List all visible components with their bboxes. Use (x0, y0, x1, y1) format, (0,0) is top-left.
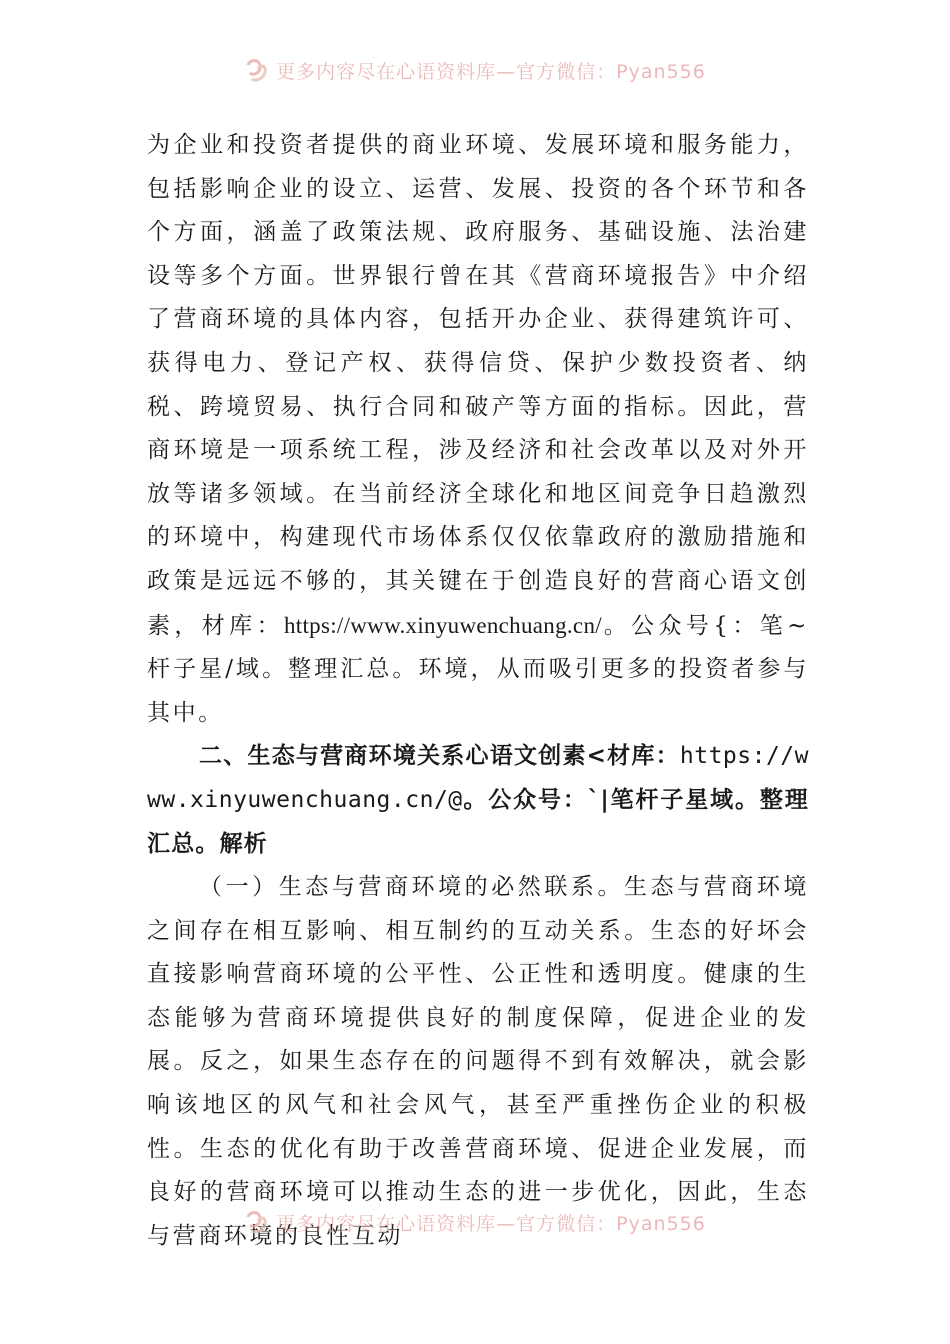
watermark-text: 更多内容尽在心语资料库—官方微信：Pyan556 (276, 1212, 706, 1235)
watermark-footer (0, 1202, 950, 1242)
section-heading-url: https://www.xinyuwenchuang.cn/@ (147, 743, 809, 813)
paragraph-1-url: https://www.xinyuwenchuang.cn/ (283, 612, 602, 638)
paragraph-1: 为企业和投资者提供的商业环境、发展环境和服务能力，包括影响企业的设立、运营、发展、投资的各个环节和各个方面，涵盖了政策法规、政府服务、基础设施、法治建设等多个方面。世界银行曾在其《营商环境报告》中介绍了营商环境的具体内容，包括开办企业、获得建筑许可、获得电力、登记产权、获得信贷、保护少数投资者、纳税、跨境贸易、执行合同和破产等方面的指标。因此，营商环境是一项系统工程，涉及经济和社会改革以及对外开放等诸多领域。在当前经济全球化和地区间竞争日趋激烈的环境中，构建现代市场体系仅仅依靠政府的激励措施和政策是远远不够的，其关键在于创造良好的营商心语文创素，材库：https://www.xinyuwenchuang.cn/。公众号{：笔~杆子星/域。整理汇总。环境，从而吸引更多的投资者参与其中。 (147, 132, 809, 726)
logo-icon (244, 57, 270, 83)
paragraph-3: （一）生态与营商环境的必然联系。生态与营商环境之间存在相互影响、相互制约的互动关系。生态的好坏会直接影响营商环境的公平性、公正性和透明度。健康的生态能够为营商环境提供良好的制度保障，促进企业的发展。反之，如果生态存在的问题得不到有效解决，就会影响该地区的风气和社会风气，甚至严重挫伤企业的积极性。生态的优化有助于改善营商环境、促进企业发展，而良好的营商环境可以推动生态的进一步优化，因此，生态与营商环境的良性互动 (147, 874, 809, 1249)
document-body (147, 124, 809, 1258)
watermark-header (0, 50, 950, 90)
watermark-text: 更多内容尽在心语资料库—官方微信：Pyan556 (276, 60, 706, 83)
logo-icon (244, 1209, 270, 1235)
section-heading-2: 二、生态与营商环境关系心语文创素<材库：https://www.xinyuwenchuang.cn/@。公众号：`|笔杆子星域。整理汇总。解析 (147, 743, 809, 857)
